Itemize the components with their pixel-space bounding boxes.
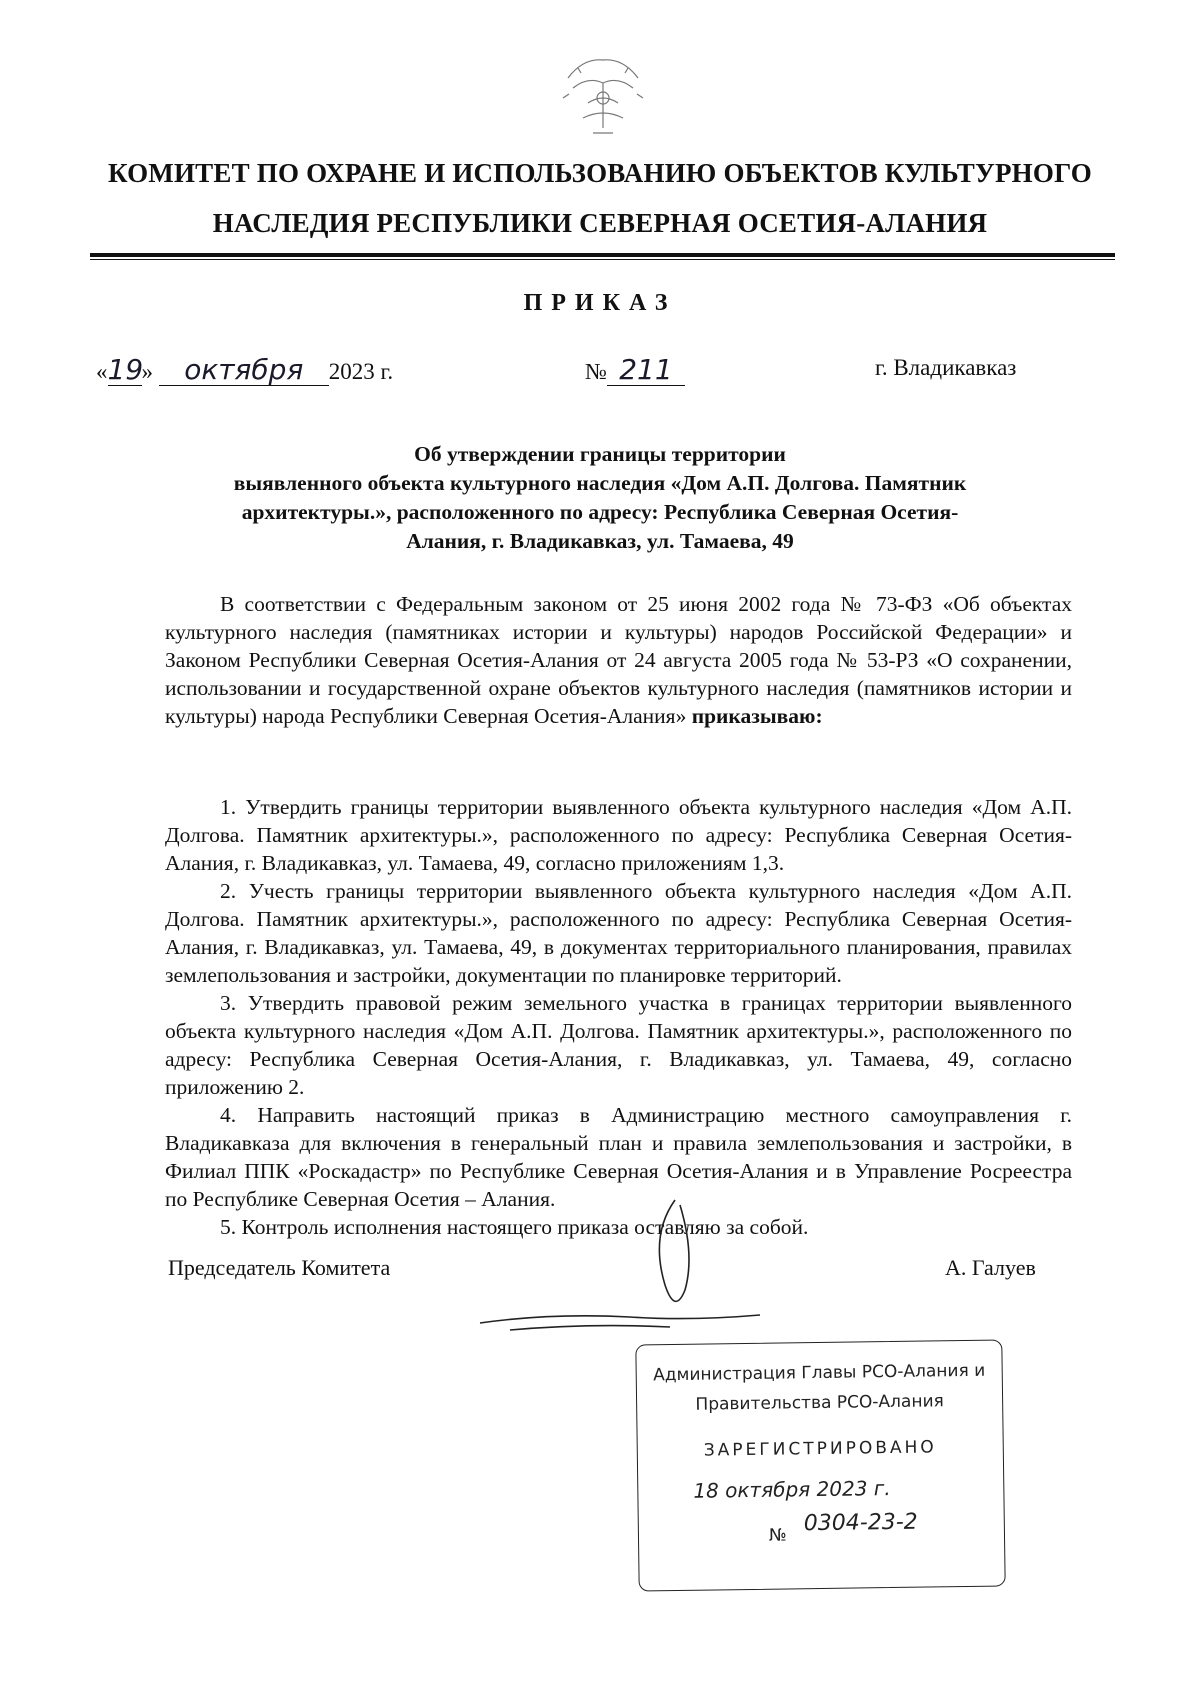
stamp-date-handwritten: 18 октября 2023 г. — [693, 1476, 891, 1503]
header-divider-thin — [90, 259, 1115, 260]
order-date: «19» октября 2023 г. — [96, 353, 394, 386]
date-month-handwritten: октября — [159, 355, 329, 386]
signatory-name: А. Галуев — [945, 1255, 1036, 1280]
order-item-5: 5. Контроль исполнения настоящего приказа оставляю за собой. — [220, 1215, 809, 1239]
handwritten-signature — [470, 1195, 770, 1345]
stamp-number-handwritten: 0304-23-2 — [803, 1509, 918, 1537]
header-divider-thick — [90, 253, 1115, 257]
order-item-3: 3. Утвердить правовой режим земельного участка в границах территории выявленного объекта культурного наследия «Дом А.П. Долгова. Памятник архитектуры.», расположенного по адресу: Республика Северная Осетия-Алания, г. Владикавказ, ул. Тамаева, 49, согласно приложению 2. — [165, 991, 1072, 1099]
order-item-2: 2. Учесть границы территории выявленного объекта культурного наследия «Дом А.П. Долгова. Памятник архитектуры.», расположенного по адресу: Республика Северная Осетия-Алания, г. Владикавказ, ул. Тамаева, 49, в документах территориального планирования, правилах землепользования и застройки, документации по планировке территорий. — [165, 879, 1072, 987]
signatory-position: Председатель Комитета — [168, 1255, 391, 1280]
order-items — [165, 793, 1072, 1241]
preamble-bold-end: приказываю: — [691, 704, 823, 728]
stamp-registered: ЗАРЕГИСТРИРОВАНО — [703, 1437, 937, 1461]
date-year: 2023 г. — [328, 359, 394, 384]
order-number-handwritten: 211 — [607, 355, 685, 386]
stamp-line2: Правительства РСО-Алания — [695, 1391, 944, 1415]
date-day-handwritten: 19 — [107, 353, 144, 386]
org-name-line2: НАСЛЕДИЯ РЕСПУБЛИКИ СЕВЕРНАЯ ОСЕТИЯ-АЛАНИЯ — [212, 208, 988, 238]
order-number: № 211 — [585, 355, 685, 386]
coat-of-arms-icon — [548, 48, 658, 144]
document-type: ПРИКАЗ — [523, 290, 677, 316]
preamble-paragraph: В соответствии с Федеральным законом от 25 июня 2002 года № 73-ФЗ «Об объектах культурного наследия (памятниках истории и культуры) народов Российской Федерации» и Законом Республики Северная Осетия-Алания от 24 августа 2005 года № 53-РЗ «О сохранении, использовании и государственной охране объектов культурного наследия (памятников истории и культуры) народа Республики Северная Осетия-Алания» приказываю: — [165, 592, 1072, 728]
order-title: Об утверждении границы территории выявленного объекта культурного наследия «Дом А.П. Долгова. Памятник архитектуры.», расположенного по адресу: Республика Северная Осетия- Алания, г. Владикавказ, ул. Тамаева, 49 — [233, 442, 967, 553]
org-name-line1: КОМИТЕТ ПО ОХРАНЕ И ИСПОЛЬЗОВАНИЮ ОБЪЕКТОВ КУЛЬТУРНОГО — [107, 158, 1092, 188]
stamp-number-prefix: № — [768, 1525, 787, 1546]
stamp-line1: Администрация Главы РСО-Алания и — [653, 1360, 986, 1386]
order-item-4: 4. Направить настоящий приказ в Администрацию местного самоуправления г. Владикавказа для включения в генеральный план и правила землепользования и застройки, в Филиал ППК «Роскадастр» по Республике Северная Осетия-Алания и в Управление Росреестра по Республике Северная Осетия – Алания. — [165, 1103, 1072, 1211]
order-city: г. Владикавказ — [875, 355, 1017, 380]
order-item-1: 1. Утвердить границы территории выявленного объекта культурного наследия «Дом А.П. Долгова. Памятник архитектуры.», расположенного по адресу: Республика Северная Осетия-Алания, г. Владикавказ, ул. Тамаева, 49, согласно приложениям 1,3. — [165, 795, 1072, 875]
registration-stamp — [635, 1339, 1005, 1591]
